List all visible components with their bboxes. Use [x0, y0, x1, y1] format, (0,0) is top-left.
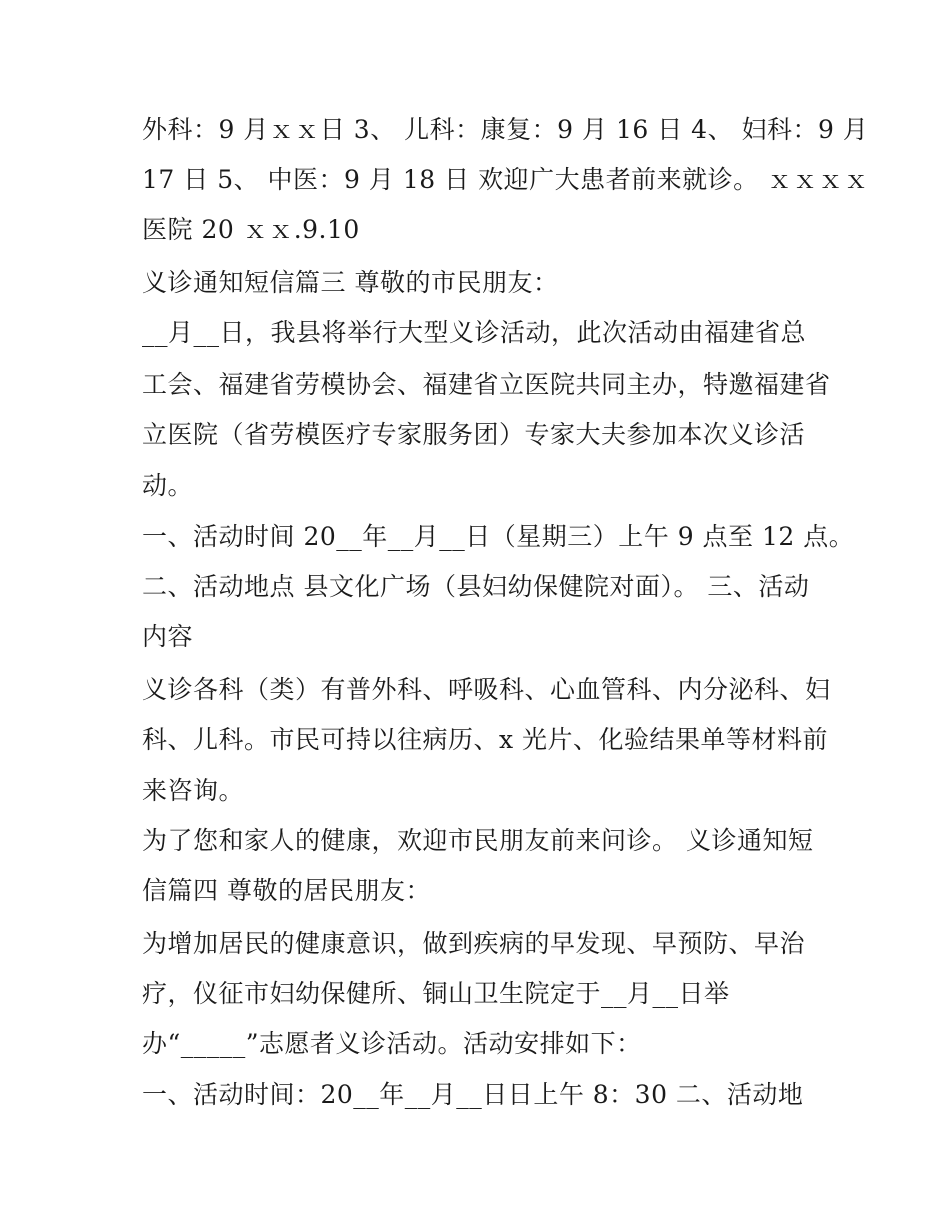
text-line: 17 日 5、 中医：9 月 18 日 欢迎广大患者前来就诊。 ｘｘｘｘ [142, 165, 870, 194]
text-line: 外科：9 月ｘｘ日 3、 儿科：康复：9 月 16 日 4、 妇科：9 月 [142, 115, 869, 144]
text-line: 为增加居民的健康意识，做到疾病的早发现、早预防、早治 [142, 929, 806, 958]
text-line: 为了您和家人的健康，欢迎市民朋友前来问诊。 义诊通知短 [142, 826, 814, 855]
text-line: 科、儿科。市民可持以往病历、x 光片、化验结果单等材料前 [142, 725, 829, 754]
text-line: 动。 [142, 471, 194, 500]
text-line: 办“_____”志愿者义诊活动。活动安排如下： [142, 1029, 642, 1058]
text-line: __月__日，我县将举行大型义诊活动，此次活动由福建省总 [142, 318, 807, 347]
text-line: 工会、福建省劳模协会、福建省立医院共同主办，特邀福建省 [142, 370, 831, 399]
text-line: 医院 20 ｘｘ.9.10 [142, 215, 360, 244]
text-line: 一、活动时间：20__年__月__日日上午 8：30 二、活动地 [142, 1080, 804, 1109]
text-line: 一、活动时间 20__年__月__日（星期三）上午 9 点至 12 点。 [142, 522, 855, 551]
text-line: 义诊各科（类）有普外科、呼吸科、心血管科、内分泌科、妇 [142, 675, 831, 704]
text-line: 内容 [142, 622, 194, 651]
text-line: 二、活动地点 县文化广场（县妇幼保健院对面）。 三、活动 [142, 572, 810, 601]
section-heading: 义诊通知短信篇三 尊敬的市民朋友： [142, 268, 559, 297]
text-line: 来咨询。 [142, 776, 245, 805]
section-heading: 信篇四 尊敬的居民朋友： [142, 876, 431, 905]
text-line: 疗，仪征市妇幼保健所、铜山卫生院定于__月__日举 [142, 979, 730, 1008]
text-line: 立医院（省劳模医疗专家服务团）专家大夫参加本次义诊活 [142, 420, 806, 449]
